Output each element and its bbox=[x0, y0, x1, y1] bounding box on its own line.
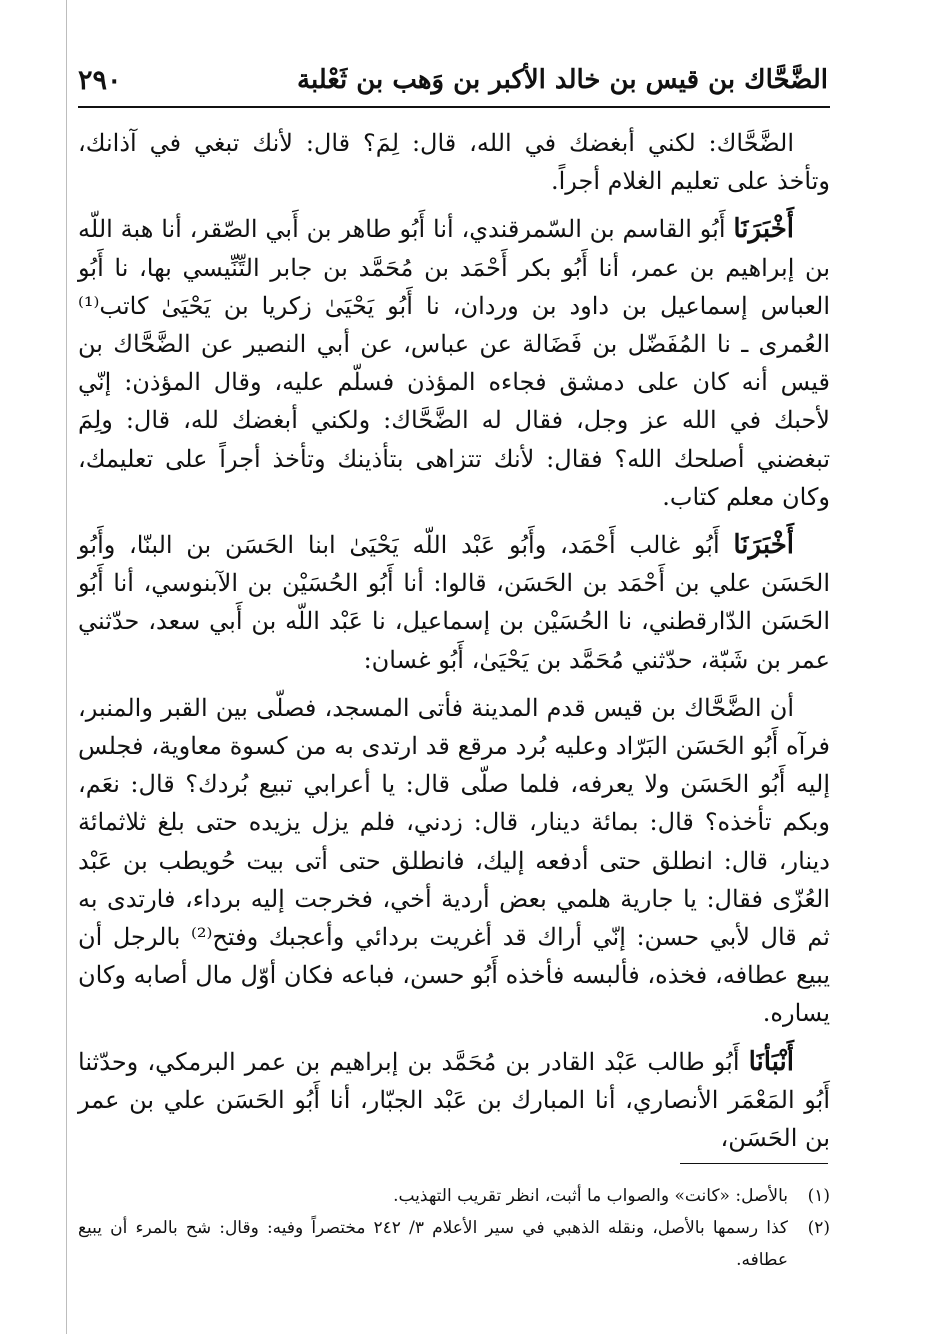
paragraph-3 bbox=[78, 526, 830, 679]
header-rule bbox=[78, 106, 830, 108]
paragraph-2 bbox=[78, 210, 830, 516]
footnote-text: بالأصل: «كانت» والصواب ما أثبت، انظر تقريب التهذيب. bbox=[393, 1186, 788, 1206]
footnote-text: كذا رسمها بالأصل، ونقله الذهبي في سير الأعلام ٣/ ٢٤٢ مختصراً وفيه: وقال: شح بالمرء أن يبيع عطافه. bbox=[78, 1218, 788, 1270]
main-text bbox=[78, 124, 830, 1167]
paragraph-text: أَبُو غالب أَحْمَد، وأَبُو عَبْد اللّه يَحْيَىٰ ابنا الحَسَن بن البنّا، وأَبُو الحَسَن علي بن أَحْمَد بن الحَسَن، قالوا: أنا أَبُو الحُسَيْن بن الآبنوسي، أنا أَبُو الحَسَن الدّارقطني، نا الحُسَيْن بن إسماعيل، نا عَبْد اللّه بن أَبي سعد، حدّثني عمر بن شَبّة، حدّثني مُحَمَّد بن يَحْيَىٰ، أَبُو غسان: bbox=[78, 531, 831, 674]
page-header bbox=[78, 58, 828, 102]
paragraph-text: أَبُو طالب عَبْد القادر بن مُحَمَّد بن إبراهيم بن عمر البرمكي، وحدّثنا أَبُو المَعْمَر الأنصاري، أنا المبارك بن عَبْد الجبّار، أنا أَبُو الحَسَن علي بن عمر بن الحَسَن، bbox=[78, 1047, 830, 1153]
footnote-1 bbox=[78, 1180, 830, 1212]
paragraph-1 bbox=[78, 124, 830, 200]
footnote-number: (٢) bbox=[807, 1218, 830, 1238]
narration-keyword: أَخْبَرَنَا bbox=[733, 530, 794, 561]
narration-keyword: أَنْبَأنَا bbox=[748, 1046, 794, 1077]
footnote-number: (١) bbox=[807, 1186, 830, 1206]
paragraph-text: الضَّحَّاك: لكني أبغضك في الله، قال: لِمَ؟ قال: لأنك تبغي في آذانك، وتأخذ على تعليم الغلام أجراً. bbox=[78, 129, 830, 196]
page-number: ٢٩٠ bbox=[78, 64, 122, 96]
paragraph-text: أن الضَّحَّاك بن قيس قدم المدينة فأتى المسجد، فصلّى بين القبر والمنبر، فرآه أَبُو الحَسَن البَرّاد وعليه بُرد مرقع قد ارتدى به من كسوة معاوية، فجلس إليه أَبُو الحَسَن ولا يعرفه، فلما صلّى قال: يا أعرابي تبيع بُردك؟ قال: نعَم، وبكم تأخذه؟ قال: بمائة دينار، قال: زدني، فلم يزل يزيده حتى بلغ ثلاثمائة دينار، قال: انطلق حتى أدفعه إليك، فانطلق حتى أتى بيت حُويطب بن عَبْد العُزّى فقال: يا جارية هلمي بعض أردية أخي، فخرجت إليه برداء، فارتدى به ثم قال لأبي حسن: إنّي أراك قد أغريت بردائي وأعجبك وفتح⁽²⁾ بالرجل أن يبيع عطافه، فخذه، فألبسه فأخذه أَبُو حسن، فباعه فكان أوّل مال أصابه وكان يساره. bbox=[78, 693, 830, 1028]
footnote-separator bbox=[680, 1163, 828, 1164]
footnote-2 bbox=[78, 1212, 830, 1276]
page-binding-line bbox=[66, 0, 67, 1334]
running-title: الضَّحَّاك بن قيس بن خالد الأكبر بن وَهب بن ثَعْلبة bbox=[297, 65, 828, 95]
footnotes bbox=[78, 1180, 830, 1276]
paragraph-text: أَبُو القاسم بن السّمرقندي، أنا أَبُو طاهر بن أَبي الصّقر، أنا هبة اللّه بن إبراهيم بن عمر، أنا أَبُو بكر أَحْمَد بن مُحَمَّد بن جابر التِّنِّيسي بها، نا أَبُو العباس إسماعيل بن داود بن وردان، نا أَبُو يَحْيَىٰ زكريا بن يَحْيَىٰ كاتب⁽¹⁾ العُمرى ـ نا المُفَضّل بن فَضَالة عن عباس، عن أبي النصير عن الضَّحَّاك بن قيس أنه كان على دمشق فجاءه المؤذن فسلّم عليه، وقال المؤذن: إنّي لأحبك في الله عز وجل، فقال له الضَّحَّاك: ولكني أبغضك لله، قال: ولِمَ تبغضني أصلحك الله؟ فقال: لأنك تتزاهى بتأذينك وتأخذ أجراً على تعليمك، وكان معلم كتاب. bbox=[78, 215, 831, 511]
paragraph-4 bbox=[78, 689, 830, 1033]
narration-keyword: أَخْبَرَنَا bbox=[733, 214, 794, 245]
paragraph-5 bbox=[78, 1043, 830, 1158]
